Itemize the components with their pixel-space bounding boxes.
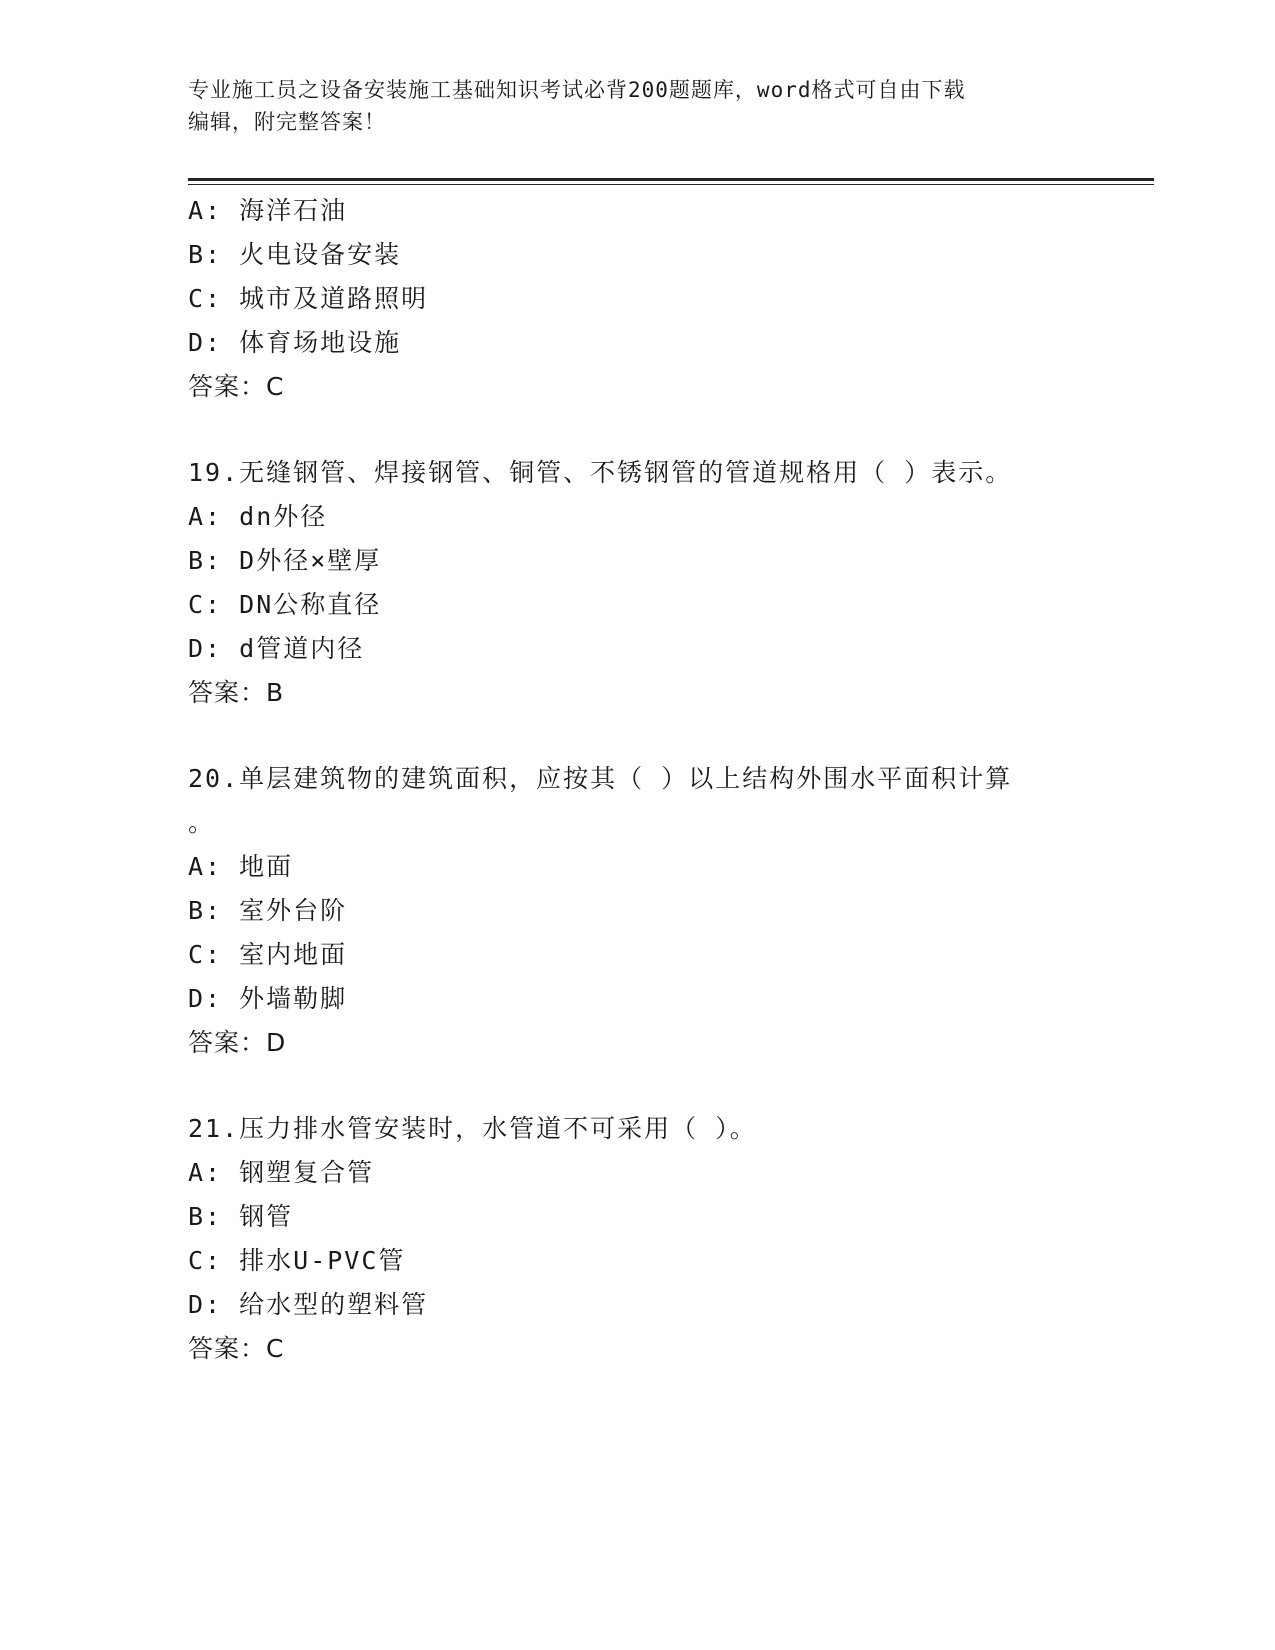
q20-option-a: A: 地面 (188, 852, 294, 881)
header-rule-thin (188, 184, 1154, 185)
q18-answer: 答案：C (188, 372, 285, 401)
document-header (188, 74, 1088, 138)
q21-option-c: C: 排水U-PVC管 (188, 1246, 406, 1275)
q18-option-a: A: 海洋石油 (188, 196, 348, 225)
q20-option-c: C: 室内地面 (188, 940, 348, 969)
q19-option-b: B: D外径×壁厚 (188, 546, 382, 575)
q19-question: 19.无缝钢管、焊接钢管、铜管、不锈钢管的管道规格用（ ）表示。 (188, 458, 1013, 487)
q20-answer: 答案：D (188, 1028, 287, 1057)
header-rule-thick (188, 178, 1154, 181)
header-title-line2: 编辑，附完整答案！ (188, 110, 386, 134)
q20-question-line2: 。 (188, 808, 216, 837)
q19-option-a: A: dn外径 (188, 502, 328, 531)
q21-option-b: B: 钢管 (188, 1202, 294, 1231)
q20-option-d: D: 外墙勒脚 (188, 984, 348, 1013)
q20-option-b: B: 室外台阶 (188, 896, 348, 925)
q18-option-d: D: 体育场地设施 (188, 328, 402, 357)
q21-answer: 答案：C (188, 1334, 285, 1363)
q21-option-d: D: 给水型的塑料管 (188, 1290, 429, 1319)
q21-question: 21.压力排水管安装时，水管道不可采用（ ）。 (188, 1114, 757, 1143)
header-title-line1: 专业施工员之设备安装施工基础知识考试必背200题题库，word格式可自由下载 (188, 78, 966, 102)
q19-answer: 答案：B (188, 678, 285, 707)
q20-question-line1: 20.单层建筑物的建筑面积，应按其（ ）以上结构外围水平面积计算 (188, 764, 1013, 793)
q19-option-c: C: DN公称直径 (188, 590, 382, 619)
q19-option-d: D: d管道内径 (188, 634, 365, 663)
q18-option-c: C: 城市及道路照明 (188, 284, 429, 313)
q18-option-b: B: 火电设备安装 (188, 240, 402, 269)
q21-option-a: A: 钢塑复合管 (188, 1158, 375, 1187)
